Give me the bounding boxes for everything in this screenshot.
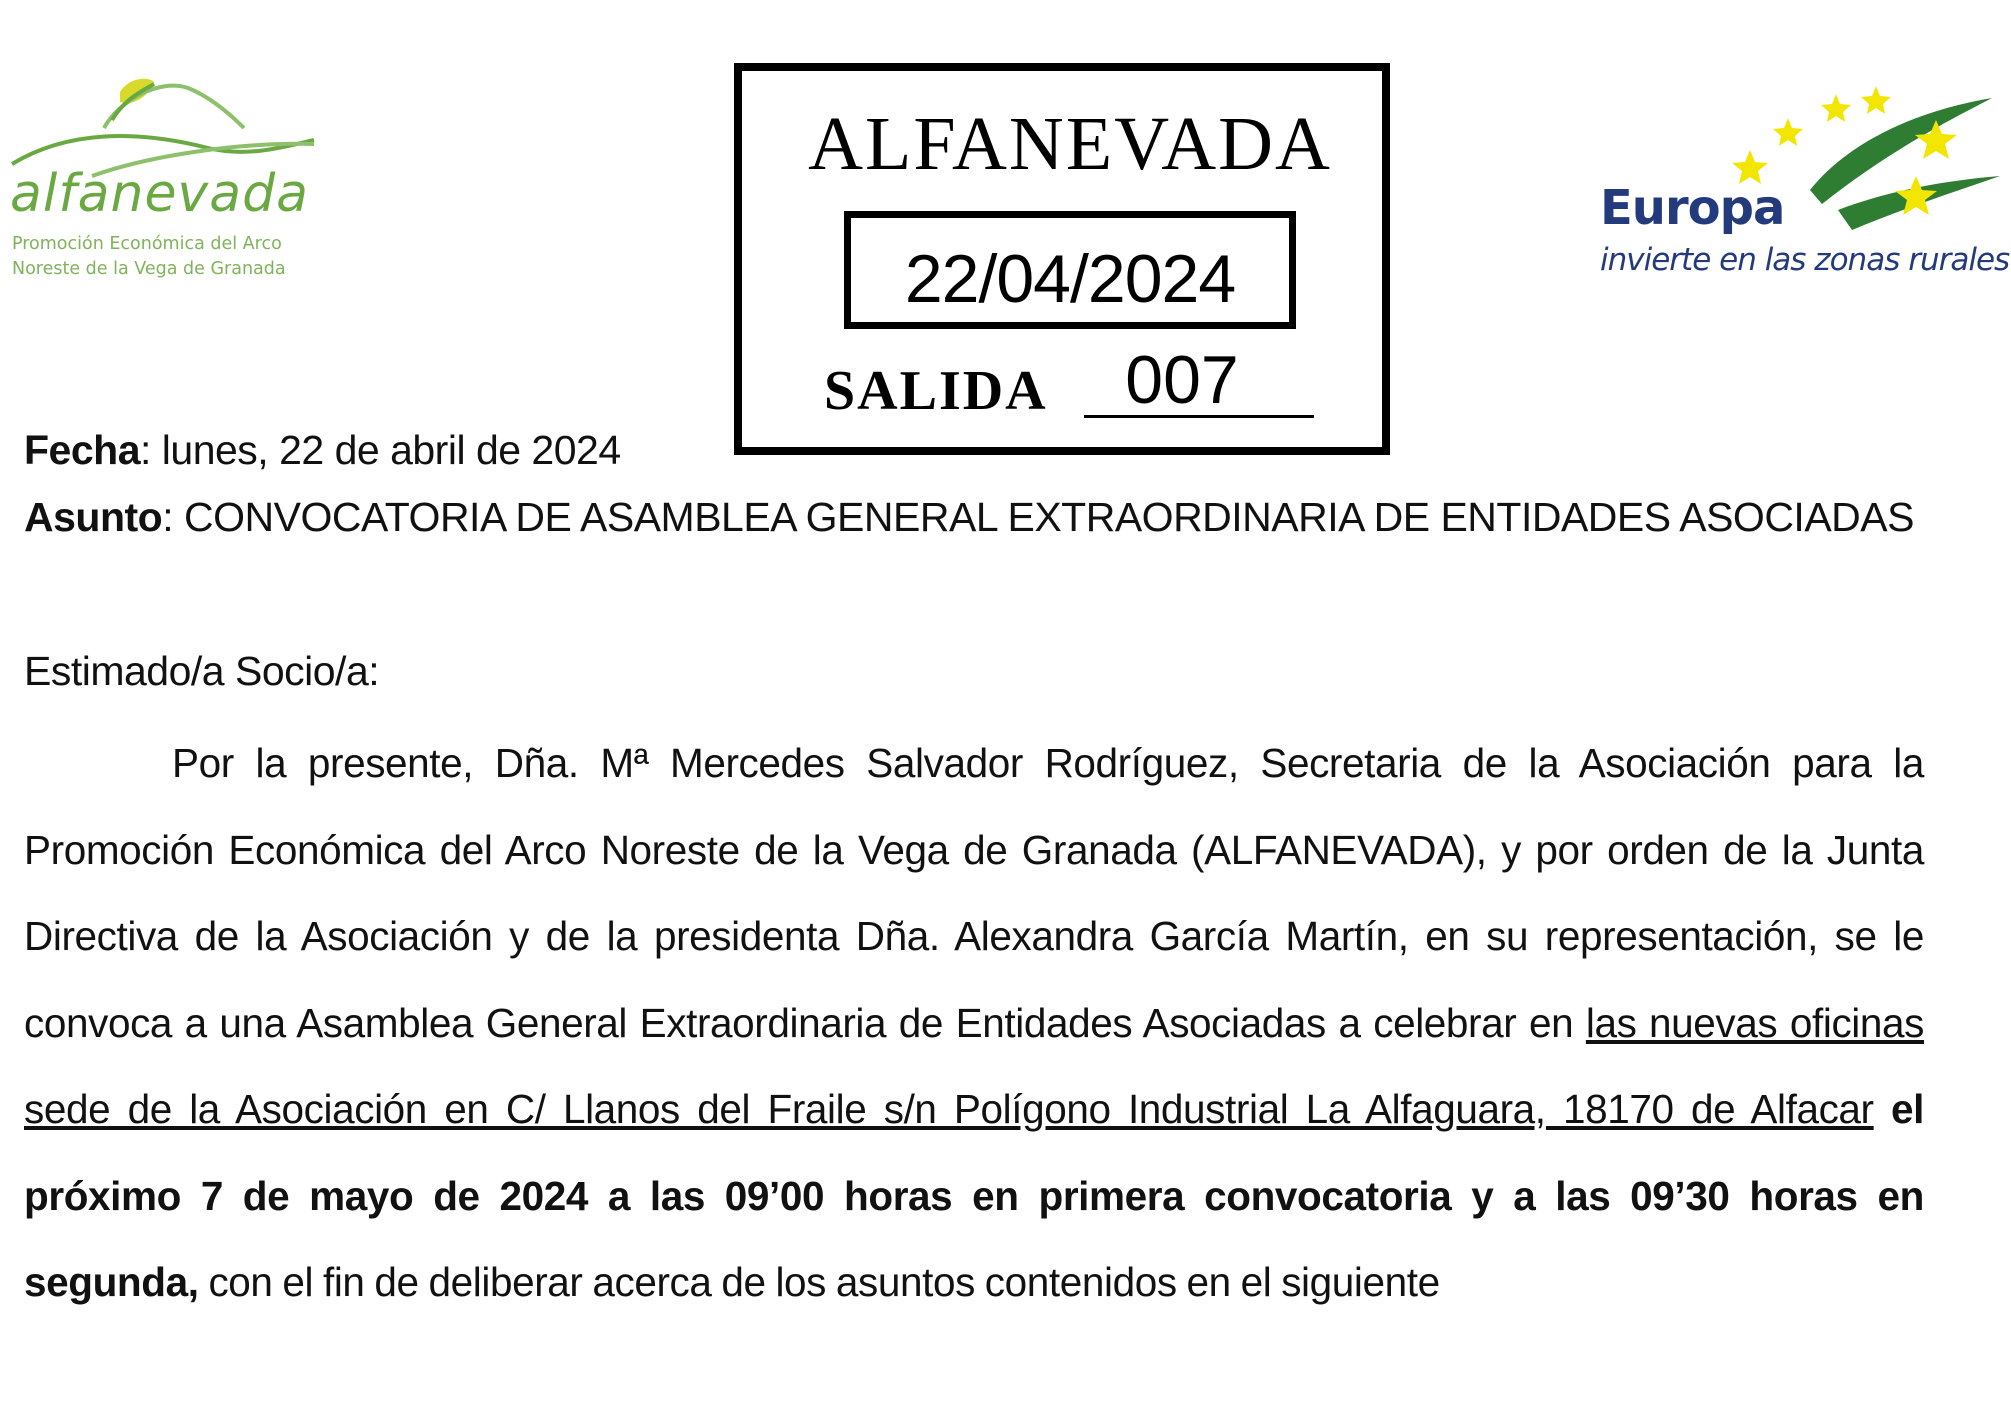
subject-value: : CONVOCATORIA DE ASAMBLEA GENERAL EXTRAORDINARIA DE ENTIDADES ASOCIADAS xyxy=(162,494,1914,540)
stamp-salida-number: 007 xyxy=(1125,342,1239,418)
stamp-title: ALFANEVADA xyxy=(808,102,1332,186)
meeting-location: las nuevas oficinas sede de la Asociación en C/ Llanos del Fraile s/n Polígono Industrial La Alfaguara, 18170 de Alfacar xyxy=(24,999,1925,1132)
logo-tagline-line-1: Promoción Económica del Arco xyxy=(12,234,282,254)
meeting-datetime: el próximo 7 de mayo de 2024 a las 09’00 horas en primera convocatoria y a las 09’30 horas en segunda, xyxy=(24,1086,1924,1305)
date-label: Fecha xyxy=(24,427,140,473)
greeting: Estimado/a Socio/a: xyxy=(24,648,380,694)
europa-rural-logo xyxy=(1600,80,2010,290)
stamp-salida-label: SALIDA xyxy=(824,360,1048,422)
convocation-paragraph xyxy=(24,720,1924,1326)
logo-tagline-line-2: Noreste de la Vega de Granada xyxy=(12,259,286,279)
stamp-date: 22/04/2024 xyxy=(904,241,1236,317)
subject-line xyxy=(24,494,1914,541)
paragraph-ending: con el fin de deliberar acerca de los asuntos contenidos en el siguiente xyxy=(198,1259,1440,1305)
date-value: : lunes, 22 de abril de 2024 xyxy=(140,427,621,473)
stamp-date-box xyxy=(844,211,1296,329)
alfanevada-logo xyxy=(8,72,328,302)
europa-slogan: invierte en las zonas rurales xyxy=(1600,242,2010,278)
paragraph-intro: Por la presente, Dña. Mª Mercedes Salvador Rodríguez, Secretaria de la Asociación para la Promoción Económica del Arco Noreste de la Vega de Granada (ALFANEVADA), y por orden de la Junta Directiva de la Asociación y de la presidenta Dña. Alexandra García Martín, en su representación, se le convoca a una Asamblea General Extraordinaria de Entidades Asociadas a celebrar en xyxy=(24,740,1924,1046)
date-line xyxy=(24,427,621,474)
registration-stamp xyxy=(734,63,1390,455)
europa-title: Europa xyxy=(1600,180,1785,236)
logo-brand-name: alfanevada xyxy=(10,164,309,224)
subject-label: Asunto xyxy=(24,494,163,540)
